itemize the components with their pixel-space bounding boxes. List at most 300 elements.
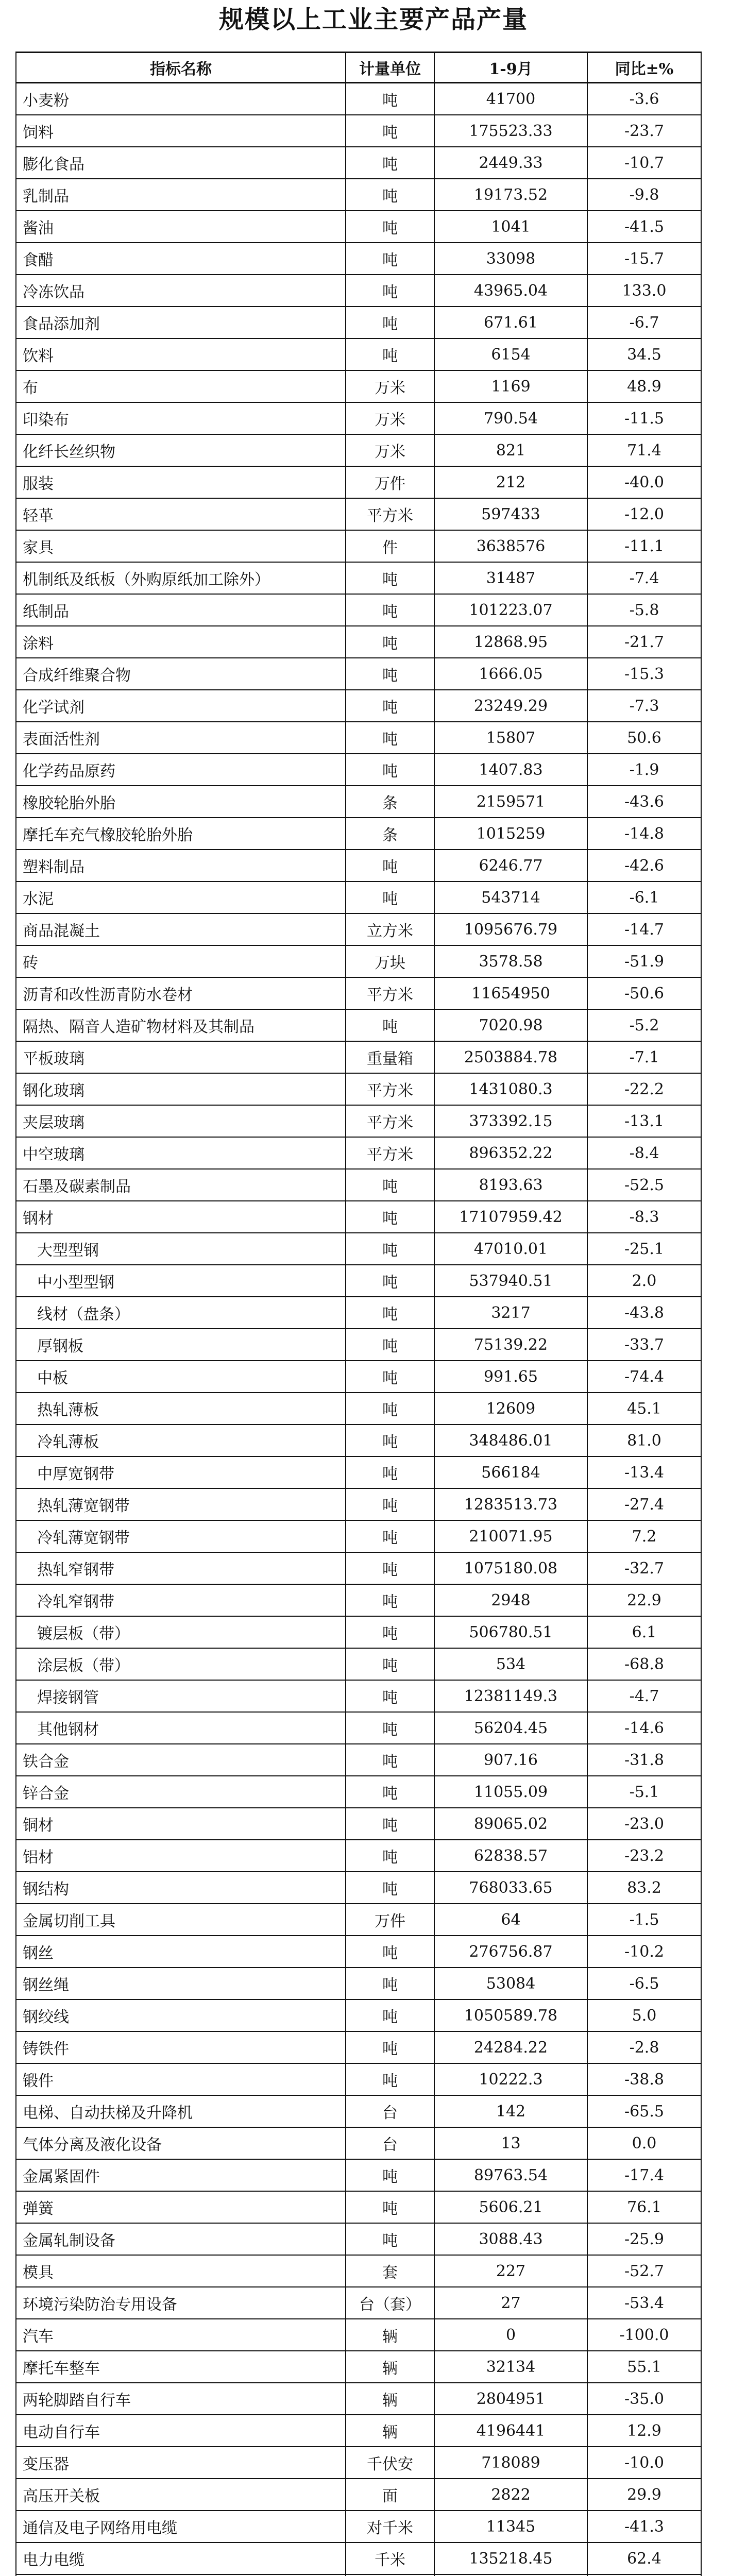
indicator-name-cell: 金属切削工具 xyxy=(16,1904,346,1936)
table-row xyxy=(16,1936,701,1968)
value-cell: 43965.04 xyxy=(434,275,587,307)
value-cell: 7020.98 xyxy=(434,1009,587,1041)
yoy-cell: -23.7 xyxy=(587,115,701,147)
table-row xyxy=(16,1968,701,1999)
table-row xyxy=(16,307,701,338)
unit-cell: 吨 xyxy=(346,2031,434,2063)
table-row xyxy=(16,179,701,211)
value-cell: 373392.15 xyxy=(434,1105,587,1137)
yoy-cell: -14.8 xyxy=(587,818,701,850)
yoy-cell: -100.0 xyxy=(587,2319,701,2351)
value-cell: 2449.33 xyxy=(434,147,587,179)
table-row xyxy=(16,1233,701,1265)
yoy-cell: -6.7 xyxy=(587,307,701,338)
value-cell: 56204.45 xyxy=(434,1712,587,1744)
value-cell: 3638576 xyxy=(434,530,587,562)
value-cell: 135218.45 xyxy=(434,2543,587,2574)
table-row xyxy=(16,1904,701,1936)
table-row xyxy=(16,1073,701,1105)
indicator-name-cell: 夹层玻璃 xyxy=(16,1105,346,1137)
yoy-cell: 2.0 xyxy=(587,1265,701,1297)
indicator-name-cell: 锻件 xyxy=(16,2063,346,2095)
yoy-cell: -42.6 xyxy=(587,850,701,882)
indicator-name-cell: 砖 xyxy=(16,945,346,977)
table-row xyxy=(16,1616,701,1648)
unit-cell: 万米 xyxy=(346,402,434,434)
yoy-cell: -31.8 xyxy=(587,1744,701,1776)
unit-cell: 吨 xyxy=(346,2159,434,2191)
table-row xyxy=(16,1361,701,1393)
indicator-name-cell: 水泥 xyxy=(16,882,346,913)
table-row xyxy=(16,2511,701,2543)
indicator-name-cell: 饮料 xyxy=(16,338,346,370)
table-row xyxy=(16,1393,701,1425)
value-cell: 907.16 xyxy=(434,1744,587,1776)
indicator-name-cell: 小麦粉 xyxy=(16,83,346,115)
unit-cell: 吨 xyxy=(346,2223,434,2255)
value-cell: 15807 xyxy=(434,722,587,754)
table-row xyxy=(16,1488,701,1520)
table-row xyxy=(16,2479,701,2511)
value-cell: 506780.51 xyxy=(434,1616,587,1648)
yoy-cell: -10.0 xyxy=(587,2447,701,2479)
yoy-cell: 12.9 xyxy=(587,2415,701,2447)
indicator-name-cell: 沥青和改性沥青防水卷材 xyxy=(16,977,346,1009)
unit-cell: 条 xyxy=(346,818,434,850)
table-row xyxy=(16,2319,701,2351)
indicator-name-cell: 钢丝 xyxy=(16,1936,346,1968)
value-cell: 896352.22 xyxy=(434,1137,587,1169)
yoy-cell: 76.1 xyxy=(587,2191,701,2223)
table-row xyxy=(16,1648,701,1680)
indicator-name-cell: 膨化食品 xyxy=(16,147,346,179)
unit-cell: 台 xyxy=(346,2127,434,2159)
value-cell: 4196441 xyxy=(434,2415,587,2447)
table-row xyxy=(16,275,701,307)
yoy-cell: -43.8 xyxy=(587,1297,701,1329)
value-cell: 790.54 xyxy=(434,402,587,434)
yoy-cell: -15.7 xyxy=(587,243,701,275)
indicator-name-cell: 汽车 xyxy=(16,2319,346,2351)
yoy-cell: -52.5 xyxy=(587,1169,701,1201)
indicator-name-cell: 铸铁件 xyxy=(16,2031,346,2063)
value-cell: 12868.95 xyxy=(434,626,587,658)
value-cell: 32134 xyxy=(434,2351,587,2383)
table-row xyxy=(16,913,701,945)
header-indicator-name: 指标名称 xyxy=(16,53,346,83)
table-row xyxy=(16,754,701,786)
unit-cell: 吨 xyxy=(346,2063,434,2095)
indicator-name-cell: 化学药品原药 xyxy=(16,754,346,786)
table-row xyxy=(16,1584,701,1616)
value-cell: 276756.87 xyxy=(434,1936,587,1968)
unit-cell: 辆 xyxy=(346,2319,434,2351)
unit-cell: 吨 xyxy=(346,1872,434,1904)
unit-cell: 吨 xyxy=(346,1840,434,1872)
yoy-cell: -5.1 xyxy=(587,1776,701,1808)
yoy-cell: -43.6 xyxy=(587,786,701,818)
value-cell: 33098 xyxy=(434,243,587,275)
yoy-cell: 7.2 xyxy=(587,1520,701,1552)
unit-cell: 吨 xyxy=(346,850,434,882)
value-cell: 11055.09 xyxy=(434,1776,587,1808)
table-row xyxy=(16,2383,701,2415)
indicator-name-cell: 钢结构 xyxy=(16,1872,346,1904)
table-row xyxy=(16,1456,701,1488)
table-row xyxy=(16,722,701,754)
yoy-cell: -14.7 xyxy=(587,913,701,945)
table-row xyxy=(16,1680,701,1712)
value-cell: 768033.65 xyxy=(434,1872,587,1904)
indicator-name-cell: 冷冻饮品 xyxy=(16,275,346,307)
indicator-name-cell: 饲料 xyxy=(16,115,346,147)
value-cell: 41700 xyxy=(434,83,587,115)
table-row xyxy=(16,147,701,179)
value-cell: 1075180.08 xyxy=(434,1552,587,1584)
unit-cell: 平方米 xyxy=(346,977,434,1009)
indicator-name-cell: 石墨及碳素制品 xyxy=(16,1169,346,1201)
table-row xyxy=(16,1744,701,1776)
indicator-name-cell: 高压开关板 xyxy=(16,2479,346,2511)
unit-cell: 吨 xyxy=(346,1201,434,1233)
unit-cell: 吨 xyxy=(346,1265,434,1297)
unit-cell: 万块 xyxy=(346,945,434,977)
indicator-name-cell: 中小型型钢 xyxy=(16,1265,346,1297)
unit-cell: 吨 xyxy=(346,882,434,913)
table-row xyxy=(16,1840,701,1872)
indicator-name-cell: 厚钢板 xyxy=(16,1329,346,1361)
indicator-name-cell: 热轧薄宽钢带 xyxy=(16,1488,346,1520)
value-cell: 227 xyxy=(434,2255,587,2287)
value-cell: 2159571 xyxy=(434,786,587,818)
table-row xyxy=(16,338,701,370)
indicator-name-cell: 钢丝绳 xyxy=(16,1968,346,1999)
yoy-cell: -38.8 xyxy=(587,2063,701,2095)
table-row xyxy=(16,594,701,626)
value-cell: 64 xyxy=(434,1904,587,1936)
indicator-name-cell: 金属轧制设备 xyxy=(16,2223,346,2255)
indicator-name-cell: 冷轧薄板 xyxy=(16,1425,346,1456)
value-cell: 53084 xyxy=(434,1968,587,1999)
unit-cell: 吨 xyxy=(346,2191,434,2223)
indicator-name-cell: 铁合金 xyxy=(16,1744,346,1776)
indicator-name-cell: 家具 xyxy=(16,530,346,562)
value-cell: 142 xyxy=(434,2095,587,2127)
indicator-name-cell: 服装 xyxy=(16,466,346,498)
yoy-cell: -23.2 xyxy=(587,1840,701,1872)
indicator-name-cell: 商品混凝土 xyxy=(16,913,346,945)
unit-cell: 平方米 xyxy=(346,1073,434,1105)
yoy-cell: -7.3 xyxy=(587,690,701,722)
indicator-name-cell: 合成纤维聚合物 xyxy=(16,658,346,690)
indicator-name-cell: 电梯、自动扶梯及升降机 xyxy=(16,2095,346,2127)
yoy-cell: -1.5 xyxy=(587,1904,701,1936)
unit-cell: 平方米 xyxy=(346,1105,434,1137)
indicator-name-cell: 镀层板（带） xyxy=(16,1616,346,1648)
value-cell: 1666.05 xyxy=(434,658,587,690)
yoy-cell: 71.4 xyxy=(587,434,701,466)
yoy-cell: -21.7 xyxy=(587,626,701,658)
table-row xyxy=(16,2415,701,2447)
value-cell: 566184 xyxy=(434,1456,587,1488)
table-row xyxy=(16,1425,701,1456)
indicator-name-cell: 涂层板（带） xyxy=(16,1648,346,1680)
yoy-cell: 22.9 xyxy=(587,1584,701,1616)
table-row xyxy=(16,1297,701,1329)
table-row xyxy=(16,562,701,594)
table-row xyxy=(16,690,701,722)
indicator-name-cell: 通信及电子网络用电缆 xyxy=(16,2511,346,2543)
table-row xyxy=(16,945,701,977)
table-row xyxy=(16,2031,701,2063)
yoy-cell: -4.7 xyxy=(587,1680,701,1712)
indicator-name-cell: 热轧薄板 xyxy=(16,1393,346,1425)
value-cell: 19173.52 xyxy=(434,179,587,211)
yoy-cell: -6.1 xyxy=(587,882,701,913)
unit-cell: 重量箱 xyxy=(346,1041,434,1073)
table-row xyxy=(16,2223,701,2255)
yoy-cell: 133.0 xyxy=(587,275,701,307)
value-cell: 6246.77 xyxy=(434,850,587,882)
table-body xyxy=(16,83,701,2576)
table-row xyxy=(16,83,701,115)
table-row xyxy=(16,211,701,243)
indicator-name-cell: 机制纸及纸板（外购原纸加工除外） xyxy=(16,562,346,594)
yoy-cell: -11.5 xyxy=(587,402,701,434)
value-cell: 12609 xyxy=(434,1393,587,1425)
unit-cell: 吨 xyxy=(346,754,434,786)
unit-cell: 万米 xyxy=(346,370,434,402)
yoy-cell: -22.2 xyxy=(587,1073,701,1105)
header-yoy: 同比±% xyxy=(587,53,701,83)
table-row xyxy=(16,882,701,913)
unit-cell: 平方米 xyxy=(346,1137,434,1169)
yoy-cell: -3.6 xyxy=(587,83,701,115)
indicator-name-cell: 铜材 xyxy=(16,1808,346,1840)
yoy-cell: -25.1 xyxy=(587,1233,701,1265)
table-row xyxy=(16,1009,701,1041)
table-row xyxy=(16,115,701,147)
yoy-cell: -13.4 xyxy=(587,1456,701,1488)
value-cell: 89763.54 xyxy=(434,2159,587,2191)
value-cell: 2822 xyxy=(434,2479,587,2511)
yoy-cell: 34.5 xyxy=(587,338,701,370)
unit-cell: 吨 xyxy=(346,1808,434,1840)
indicator-name-cell: 酱油 xyxy=(16,211,346,243)
yoy-cell: -33.7 xyxy=(587,1329,701,1361)
yoy-cell: -1.9 xyxy=(587,754,701,786)
indicator-name-cell: 热轧窄钢带 xyxy=(16,1552,346,1584)
unit-cell: 吨 xyxy=(346,1488,434,1520)
value-cell: 23249.29 xyxy=(434,690,587,722)
value-cell: 1095676.79 xyxy=(434,913,587,945)
yoy-cell: 55.1 xyxy=(587,2351,701,2383)
table-row xyxy=(16,1552,701,1584)
yoy-cell: -9.8 xyxy=(587,179,701,211)
unit-cell: 吨 xyxy=(346,338,434,370)
value-cell: 2804951 xyxy=(434,2383,587,2415)
unit-cell: 吨 xyxy=(346,1520,434,1552)
indicator-name-cell: 印染布 xyxy=(16,402,346,434)
indicator-name-cell: 涂料 xyxy=(16,626,346,658)
unit-cell: 吨 xyxy=(346,115,434,147)
yoy-cell: -41.5 xyxy=(587,211,701,243)
unit-cell: 辆 xyxy=(346,2351,434,2383)
unit-cell: 吨 xyxy=(346,1584,434,1616)
indicator-name-cell: 摩托车整车 xyxy=(16,2351,346,2383)
table-row xyxy=(16,2351,701,2383)
yoy-cell: -10.7 xyxy=(587,147,701,179)
table-row xyxy=(16,1169,701,1201)
unit-cell: 吨 xyxy=(346,211,434,243)
yoy-cell: -5.2 xyxy=(587,1009,701,1041)
indicator-name-cell: 隔热、隔音人造矿物材料及其制品 xyxy=(16,1009,346,1041)
unit-cell: 吨 xyxy=(346,1169,434,1201)
indicator-name-cell: 中厚宽钢带 xyxy=(16,1456,346,1488)
value-cell: 5606.21 xyxy=(434,2191,587,2223)
table-row xyxy=(16,977,701,1009)
yoy-cell: -23.0 xyxy=(587,1808,701,1840)
indicator-name-cell: 化学试剂 xyxy=(16,690,346,722)
table-row xyxy=(16,1105,701,1137)
value-cell: 11345 xyxy=(434,2511,587,2543)
indicator-name-cell: 其他钢材 xyxy=(16,1712,346,1744)
unit-cell: 台 xyxy=(346,2095,434,2127)
value-cell: 47010.01 xyxy=(434,1233,587,1265)
table-row xyxy=(16,2095,701,2127)
unit-cell: 吨 xyxy=(346,562,434,594)
table-row xyxy=(16,498,701,530)
unit-cell: 万件 xyxy=(346,1904,434,1936)
value-cell: 718089 xyxy=(434,2447,587,2479)
table-row xyxy=(16,1712,701,1744)
table-row xyxy=(16,1999,701,2031)
unit-cell: 吨 xyxy=(346,1648,434,1680)
unit-cell: 吨 xyxy=(346,658,434,690)
value-cell: 17107959.42 xyxy=(434,1201,587,1233)
unit-cell: 吨 xyxy=(346,690,434,722)
indicator-name-cell: 平板玻璃 xyxy=(16,1041,346,1073)
indicator-name-cell: 金属紧固件 xyxy=(16,2159,346,2191)
yoy-cell: -74.4 xyxy=(587,1361,701,1393)
value-cell: 1015259 xyxy=(434,818,587,850)
table-row xyxy=(16,786,701,818)
table-row xyxy=(16,1201,701,1233)
indicator-name-cell: 弹簧 xyxy=(16,2191,346,2223)
yoy-cell: -41.3 xyxy=(587,2511,701,2543)
indicator-name-cell: 锌合金 xyxy=(16,1776,346,1808)
yoy-cell: -10.2 xyxy=(587,1936,701,1968)
yoy-cell: 83.2 xyxy=(587,1872,701,1904)
unit-cell: 吨 xyxy=(346,1425,434,1456)
unit-cell: 吨 xyxy=(346,1361,434,1393)
page-title: 规模以上工业主要产品产量 xyxy=(218,5,528,34)
value-cell: 348486.01 xyxy=(434,1425,587,1456)
value-cell: 537940.51 xyxy=(434,1265,587,1297)
indicator-name-cell: 表面活性剂 xyxy=(16,722,346,754)
unit-cell: 吨 xyxy=(346,1552,434,1584)
table-header-row xyxy=(16,53,701,83)
value-cell: 31487 xyxy=(434,562,587,594)
indicator-name-cell: 食醋 xyxy=(16,243,346,275)
value-cell: 210071.95 xyxy=(434,1520,587,1552)
value-cell: 3217 xyxy=(434,1297,587,1329)
unit-cell: 吨 xyxy=(346,1393,434,1425)
value-cell: 13 xyxy=(434,2127,587,2159)
unit-cell: 件 xyxy=(346,530,434,562)
indicator-name-cell: 钢材 xyxy=(16,1201,346,1233)
unit-cell: 吨 xyxy=(346,243,434,275)
yoy-cell: 0.0 xyxy=(587,2127,701,2159)
yoy-cell: 62.4 xyxy=(587,2543,701,2574)
value-cell: 75139.22 xyxy=(434,1329,587,1361)
unit-cell: 对千米 xyxy=(346,2511,434,2543)
value-cell: 1169 xyxy=(434,370,587,402)
value-cell: 24284.22 xyxy=(434,2031,587,2063)
value-cell: 671.61 xyxy=(434,307,587,338)
table-row xyxy=(16,1776,701,1808)
indicator-name-cell: 纸制品 xyxy=(16,594,346,626)
unit-cell: 吨 xyxy=(346,1233,434,1265)
unit-cell: 吨 xyxy=(346,1329,434,1361)
unit-cell: 吨 xyxy=(346,1680,434,1712)
value-cell: 101223.07 xyxy=(434,594,587,626)
table-row xyxy=(16,1329,701,1361)
yoy-cell: -65.5 xyxy=(587,2095,701,2127)
yoy-cell: -25.9 xyxy=(587,2223,701,2255)
indicator-name-cell: 钢绞线 xyxy=(16,1999,346,2031)
unit-cell: 立方米 xyxy=(346,913,434,945)
yoy-cell: -2.8 xyxy=(587,2031,701,2063)
table-row xyxy=(16,1872,701,1904)
table-row xyxy=(16,1808,701,1840)
unit-cell: 万件 xyxy=(346,466,434,498)
unit-cell: 套 xyxy=(346,2255,434,2287)
table-row xyxy=(16,243,701,275)
yoy-cell: -27.4 xyxy=(587,1488,701,1520)
indicator-name-cell: 模具 xyxy=(16,2255,346,2287)
value-cell: 1283513.73 xyxy=(434,1488,587,1520)
indicator-name-cell: 气体分离及液化设备 xyxy=(16,2127,346,2159)
yoy-cell: -6.5 xyxy=(587,1968,701,1999)
indicator-name-cell: 轻革 xyxy=(16,498,346,530)
unit-cell: 吨 xyxy=(346,307,434,338)
value-cell: 27 xyxy=(434,2287,587,2319)
value-cell: 597433 xyxy=(434,498,587,530)
value-cell: 1050589.78 xyxy=(434,1999,587,2031)
value-cell: 1431080.3 xyxy=(434,1073,587,1105)
yoy-cell: 50.6 xyxy=(587,722,701,754)
indicator-name-cell: 塑料制品 xyxy=(16,850,346,882)
indicator-name-cell: 线材（盘条） xyxy=(16,1297,346,1329)
indicator-name-cell: 橡胶轮胎外胎 xyxy=(16,786,346,818)
yoy-cell: 5.0 xyxy=(587,1999,701,2031)
yoy-cell: 29.9 xyxy=(587,2479,701,2511)
yoy-cell: -7.1 xyxy=(587,1041,701,1073)
table-row xyxy=(16,2127,701,2159)
yoy-cell: 6.1 xyxy=(587,1616,701,1648)
value-cell: 1407.83 xyxy=(434,754,587,786)
table-row xyxy=(16,370,701,402)
unit-cell: 吨 xyxy=(346,1616,434,1648)
yoy-cell: -17.4 xyxy=(587,2159,701,2191)
unit-cell: 台（套） xyxy=(346,2287,434,2319)
value-cell: 534 xyxy=(434,1648,587,1680)
value-cell: 212 xyxy=(434,466,587,498)
unit-cell: 吨 xyxy=(346,626,434,658)
indicator-name-cell: 环境污染防治专用设备 xyxy=(16,2287,346,2319)
value-cell: 0 xyxy=(434,2319,587,2351)
